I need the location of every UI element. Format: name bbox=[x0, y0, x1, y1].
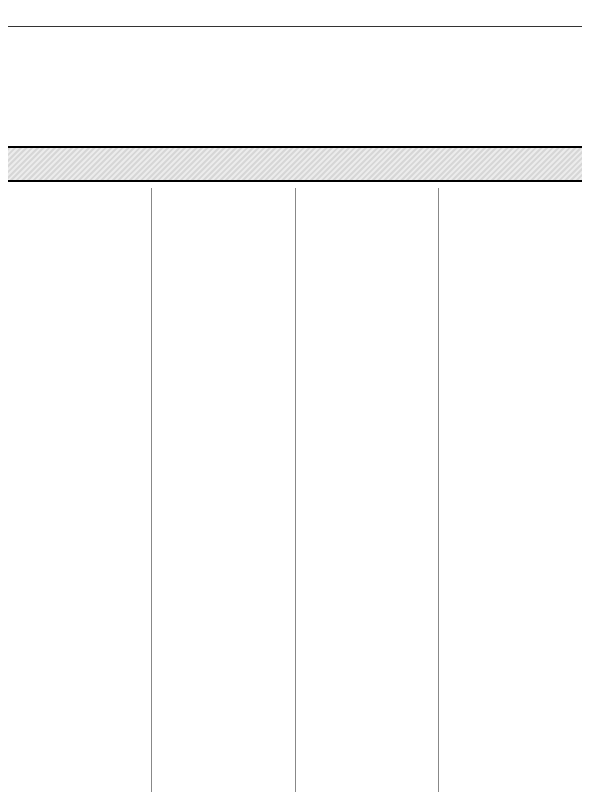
paragraph bbox=[445, 190, 576, 191]
paragraph bbox=[445, 197, 576, 198]
column-2 bbox=[295, 188, 439, 792]
paragraph bbox=[14, 190, 145, 191]
column-1 bbox=[438, 188, 582, 792]
paragraph bbox=[14, 204, 145, 205]
paragraph bbox=[445, 204, 576, 205]
paragraph bbox=[14, 197, 145, 198]
article-columns bbox=[8, 188, 582, 792]
column-3 bbox=[151, 188, 295, 792]
top-rule bbox=[8, 26, 582, 27]
paragraph bbox=[302, 190, 433, 191]
headline-block bbox=[90, 32, 510, 142]
paragraph bbox=[158, 190, 289, 191]
column-4 bbox=[8, 188, 151, 792]
standfirst-bar bbox=[8, 146, 582, 182]
paragraph bbox=[302, 197, 433, 198]
paragraph bbox=[158, 204, 289, 205]
paragraph bbox=[158, 197, 289, 198]
paragraph bbox=[302, 204, 433, 205]
